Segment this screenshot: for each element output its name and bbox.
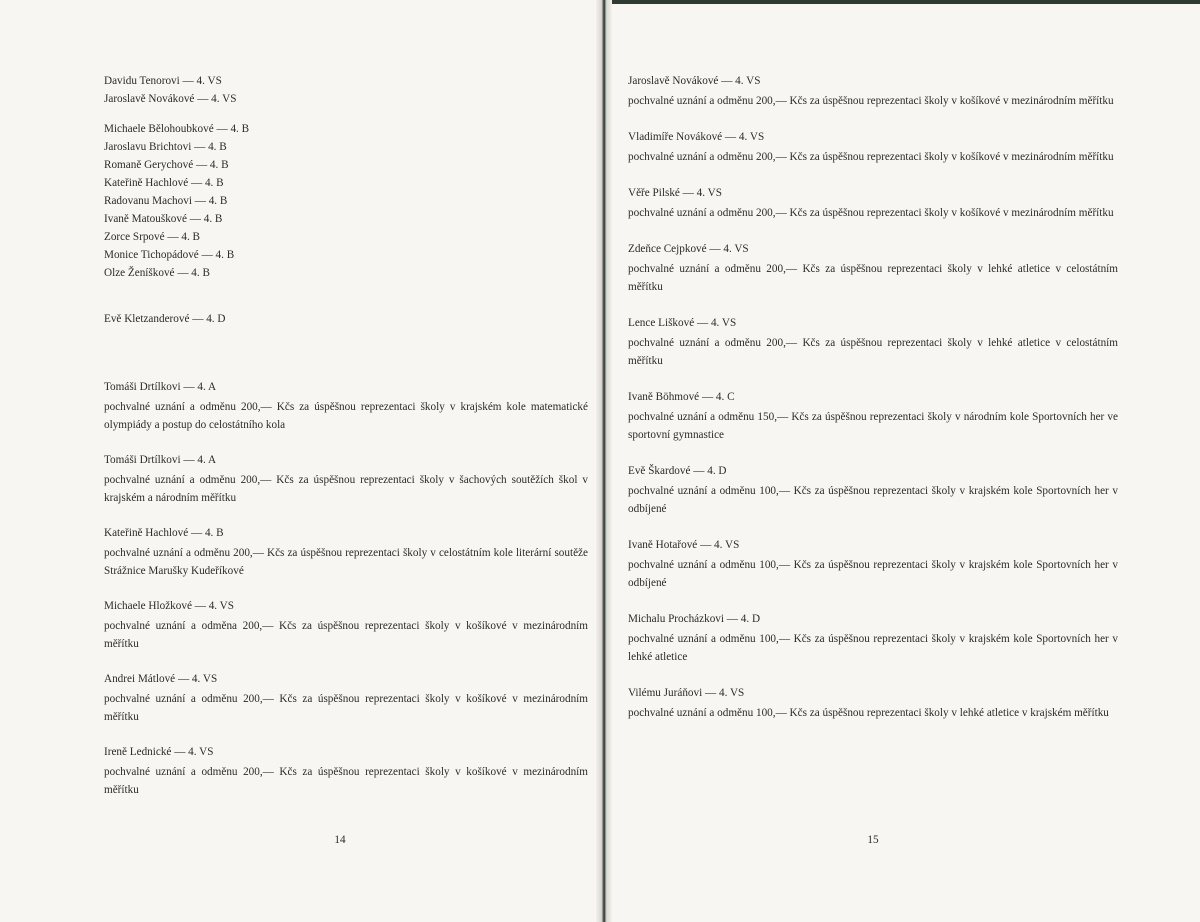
entry-text: pochvalné uznání a odměnu 200,— Kčs za úspěšnou reprezentaci školy v lehké atletice v celostátním měřítku <box>628 337 1118 367</box>
list-item: Zorce Srpové — 4. B <box>104 231 201 243</box>
entry-name: Vladimíře Novákové — 4. VS <box>628 131 765 143</box>
award-entry <box>628 128 1118 166</box>
entry-text: pochvalné uznání a odměnu 200,— Kčs za úspěšnou reprezentaci školy v košíkové v mezinárodním měřítku <box>104 766 588 796</box>
entry-text: pochvalné uznání a odměnu 100,— Kčs za úspěšnou reprezentaci školy v krajském kole Sportovních her v odbíjené <box>628 559 1118 589</box>
award-entry <box>104 743 588 799</box>
book-gutter <box>596 0 612 922</box>
award-entry <box>628 610 1118 666</box>
entry-name: Vilému Juráňovi — 4. VS <box>628 687 745 699</box>
right-page-content <box>628 72 1118 740</box>
name-list-group-2 <box>104 120 588 282</box>
entry-name: Věře Pilské — 4. VS <box>628 187 722 199</box>
award-entry <box>628 314 1118 370</box>
list-item: Davidu Tenorovi — 4. VS <box>104 75 222 87</box>
entry-name: Tomáši Drtílkovi — 4. A <box>104 381 217 393</box>
list-item: Evě Kletzanderové — 4. D <box>104 313 226 325</box>
award-entry <box>628 462 1118 518</box>
award-entries-left <box>104 378 588 799</box>
award-entry <box>104 524 588 580</box>
entry-name: Ivaně Böhmové — 4. C <box>628 391 735 403</box>
award-entry <box>628 184 1118 222</box>
entry-name: Michaele Hložkové — 4. VS <box>104 600 234 612</box>
list-item: Jaroslavě Novákové — 4. VS <box>104 93 237 105</box>
entry-name: Andrei Mátlové — 4. VS <box>104 673 218 685</box>
entry-text: pochvalné uznání a odměnu 200,— Kčs za úspěšnou reprezentaci školy v celostátním kole literární soutěže Strážnice Marušky Kudeříkové <box>104 547 588 577</box>
award-entry <box>104 670 588 726</box>
entry-name: Zdeňce Cejpkové — 4. VS <box>628 243 749 255</box>
page-number-right: 15 <box>867 834 879 846</box>
entry-text: pochvalné uznání a odměna 200,— Kčs za úspěšnou reprezentaci školy v košíkové v mezinárodním měřítku <box>104 620 588 650</box>
entry-name: Kateřině Hachlové — 4. B <box>104 527 224 539</box>
entry-text: pochvalné uznání a odměnu 100,— Kčs za úspěšnou reprezentaci školy v lehké atletice v krajském měřítku <box>628 707 1109 719</box>
entry-name: Ivaně Hotařové — 4. VS <box>628 539 740 551</box>
cover-edge <box>608 0 1200 4</box>
left-page-content <box>104 72 588 816</box>
entry-text: pochvalné uznání a odměnu 200,— Kčs za úspěšnou reprezentaci školy v košíkové v mezinárodním měřítku <box>628 95 1114 107</box>
award-entry <box>104 597 588 653</box>
entry-text: pochvalné uznání a odměnu 200,— Kčs za úspěšnou reprezentaci školy v krajském kole matematické olympiády a postup do celostátního kola <box>104 401 588 431</box>
entry-text: pochvalné uznání a odměnu 100,— Kčs za úspěšnou reprezentaci školy v krajském kole Sportovních her v lehké atletice <box>628 633 1118 663</box>
name-list-group-3 <box>104 310 588 328</box>
award-entry <box>628 240 1118 296</box>
list-item: Romaně Gerychové — 4. B <box>104 159 229 171</box>
list-item: Monice Tichopádové — 4. B <box>104 249 235 261</box>
entry-name: Jaroslavě Novákové — 4. VS <box>628 75 761 87</box>
list-item: Jaroslavu Brichtovi — 4. B <box>104 141 227 153</box>
entry-text: pochvalné uznání a odměnu 200,— Kčs za úspěšnou reprezentaci školy v košíkové v mezinárodním měřítku <box>628 151 1114 163</box>
entry-text: pochvalné uznání a odměnu 100,— Kčs za úspěšnou reprezentaci školy v krajském kole Sportovních her v odbíjené <box>628 485 1118 515</box>
name-list-group-1 <box>104 72 588 108</box>
entry-name: Lence Liškové — 4. VS <box>628 317 737 329</box>
entry-text: pochvalné uznání a odměnu 200,— Kčs za úspěšnou reprezentaci školy v šachových soutěžích škol v krajském a národním měřítku <box>104 474 588 504</box>
entry-text: pochvalné uznání a odměnu 200,— Kčs za úspěšnou reprezentaci školy v košíkové v mezinárodním měřítku <box>104 693 588 723</box>
entry-name: Evě Škardové — 4. D <box>628 465 727 477</box>
list-item: Olze Ženíškové — 4. B <box>104 267 210 279</box>
award-entry <box>628 536 1118 592</box>
award-entry <box>628 684 1118 722</box>
entry-text: pochvalné uznání a odměnu 200,— Kčs za úspěšnou reprezentaci školy v košíkové v mezinárodním měřítku <box>628 207 1114 219</box>
entry-name: Ireně Lednické — 4. VS <box>104 746 214 758</box>
award-entry <box>628 72 1118 110</box>
list-item: Ivaně Matouškové — 4. B <box>104 213 223 225</box>
award-entries-right <box>628 72 1118 722</box>
award-entry <box>104 378 588 434</box>
entry-text: pochvalné uznání a odměnu 200,— Kčs za úspěšnou reprezentaci školy v lehké atletice v celostátním měřítku <box>628 263 1118 293</box>
list-item: Michaele Bělohoubkové — 4. B <box>104 123 250 135</box>
list-item: Kateřině Hachlové — 4. B <box>104 177 224 189</box>
page-number-left: 14 <box>334 834 346 846</box>
entry-name: Tomáši Drtílkovi — 4. A <box>104 454 217 466</box>
entry-name: Michalu Procházkovi — 4. D <box>628 613 761 625</box>
entry-text: pochvalné uznání a odměnu 150,— Kčs za úspěšnou reprezentaci školy v národním kole Sportovních her ve sportovní gymnastice <box>628 411 1118 441</box>
award-entry <box>104 451 588 507</box>
list-item: Radovanu Machovi — 4. B <box>104 195 228 207</box>
award-entry <box>628 388 1118 444</box>
